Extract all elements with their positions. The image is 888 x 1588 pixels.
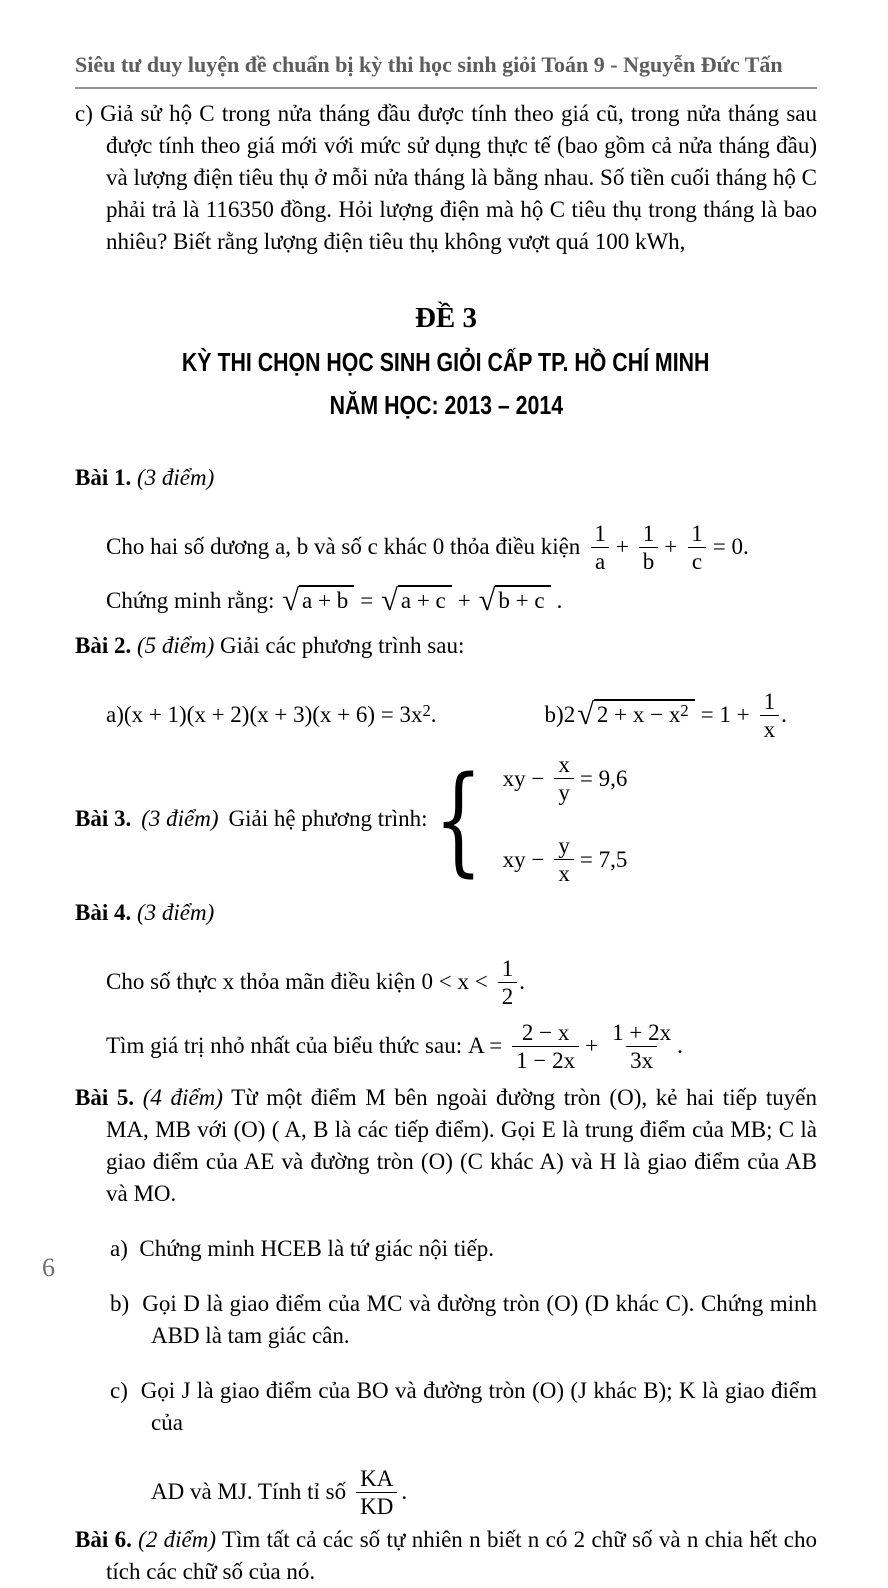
bai2-points: (5 điểm) xyxy=(136,633,215,658)
page-number: 6 xyxy=(42,1253,55,1282)
bai5-paragraph xyxy=(75,1082,817,1210)
fraction-2mx-1m2x: $\frac{2 - x}{1 - 2x}$ xyxy=(512,1019,579,1074)
bai6-text: Tìm tất cả các số tự nhiên n biết n có 2 chữ số và n chia hết cho tích các chữ số của nó. xyxy=(106,1527,818,1584)
bai2-eq-a: $a)(x + 1)(x + 2)(x + 3)(x + 6) = 3x^2$. xyxy=(106,701,437,727)
bai3-intro: Giải hệ phương trình: xyxy=(228,806,428,831)
bai2-eq-b-mid: = 1 + xyxy=(700,702,750,727)
equals-zero: = 0. xyxy=(712,534,749,559)
system-eq-1: xy − $\frac{x}{y}$ = 9,6 xyxy=(502,752,628,805)
bai3-points: (3 điểm) xyxy=(141,806,219,831)
bai4-inequality: 0 < x < xyxy=(421,969,488,994)
fraction-y-x: $\frac{y}{x}$ xyxy=(554,832,574,887)
fraction-KA-KD: $\frac{KA}{KD}$ xyxy=(356,1465,397,1520)
bai4-line2-text: Tìm giá trị nhỏ nhất của biểu thức sau: xyxy=(106,1033,463,1058)
exam-number-title: ĐỀ 3 xyxy=(414,302,478,334)
bai5-item-c: c) Gọi J là giao điểm của BO và đường tròn (O) (J khác B); K là giao điểm của xyxy=(110,1378,817,1435)
bai3-line xyxy=(75,751,817,887)
period: . xyxy=(677,1033,683,1058)
bai1-points: (3 điểm) xyxy=(136,465,215,490)
fraction-1-x: $\frac{1}{x}$ xyxy=(760,688,780,743)
bai1-intro: Cho hai số dương a, b và số c khác 0 thỏa điều kiện xyxy=(106,534,581,559)
bai4-line1-text: Cho số thực x thỏa mãn điều kiện xyxy=(106,969,416,994)
school-year-text: NĂM HỌC: 2013 – 2014 xyxy=(329,390,563,420)
fraction-1p2x-3x: $\frac{1 + 2x}{3x}$ xyxy=(612,1019,672,1073)
bai6-paragraph xyxy=(75,1524,817,1588)
bai2-intro: Giải các phương trình sau: xyxy=(220,633,465,658)
period: . xyxy=(519,969,525,994)
bai4-points: (3 điểm) xyxy=(136,900,215,925)
bai5-text: Từ một điểm M bên ngoài đường tròn (O), kẻ hai tiếp tuyến MA, MB với (O) ( A, B là các tiếp điểm). Gọi E là trung điểm của MB; C là giao điểm của AE và đường tròn (O) (C khác A) và H là giao điểm của AB và MO. xyxy=(106,1085,818,1206)
sqrt-b-plus-c: √ b + c xyxy=(479,585,551,617)
bai4-label-line xyxy=(75,897,817,929)
plus-sign: + xyxy=(585,1033,599,1058)
bai4-A-equals: A = xyxy=(468,1033,503,1058)
bai5-item-b: b) Gọi D là giao điểm của MC và đường tròn (O) (D khác C). Chứng minh ABD là tam giác cân. xyxy=(110,1291,818,1348)
system-eq-2: xy − $\frac{y}{x}$ = 7,5 xyxy=(502,833,628,886)
exam-name-text: KỲ THI CHỌN HỌC SINH GIỎI CẤP TP. HỒ CHÍ MINH xyxy=(182,347,710,377)
bai4-condition-line xyxy=(106,952,817,1012)
exam-name-title xyxy=(75,347,817,377)
bai1-prove-line xyxy=(106,585,817,617)
period: . xyxy=(781,702,787,727)
running-header: Siêu tư duy luyện đề chuẩn bị kỳ thi học sinh giỏi Toán 9 - Nguyễn Đức Tấn xyxy=(75,50,817,89)
period: . xyxy=(401,1479,408,1504)
fraction-1-a: $\frac{1}{a}$ xyxy=(590,520,610,575)
bai2-eq-b-prefix: b)2 xyxy=(544,702,576,727)
bai5-points: (4 điểm) xyxy=(142,1085,223,1110)
bai1-prove-label: Chứng minh rằng: xyxy=(106,588,275,613)
fraction-1-c: $\frac{1}{c}$ xyxy=(687,520,707,575)
equals-sign: = xyxy=(360,588,374,613)
problem-part-c xyxy=(75,98,817,258)
bai1-condition-line xyxy=(106,517,817,577)
bai1-label: Bài 1. xyxy=(75,465,132,490)
bai1-label-line xyxy=(75,462,817,494)
bai4-expression-line xyxy=(106,1016,817,1076)
bai3-label: Bài 3. xyxy=(75,806,132,831)
exponent-2: 2 xyxy=(680,701,689,721)
sqrt-a-plus-c: √ a + c xyxy=(381,585,452,617)
fraction-1-b: $\frac{1}{b}$ xyxy=(639,520,659,575)
bai2-label: Bài 2. xyxy=(75,633,132,658)
period: . xyxy=(556,588,563,613)
plus-sign: + xyxy=(615,534,629,559)
item-marker-c: c) xyxy=(75,101,93,126)
bai2-label-line xyxy=(75,630,817,662)
equation-system xyxy=(434,751,634,887)
bai6-points: (2 điểm) xyxy=(138,1527,217,1552)
sqrt-a-plus-b: √ a + b xyxy=(282,585,354,617)
sqrt-quadratic: √ $2 + x - x^2$ xyxy=(577,699,694,731)
school-year-title xyxy=(75,390,817,420)
exponent-2: 2 xyxy=(422,701,431,720)
fraction-1-2: $\frac{1}{2}$ xyxy=(498,955,518,1010)
bai4-label: Bài 4. xyxy=(75,900,132,925)
bai5-label: Bài 5. xyxy=(75,1085,135,1110)
fraction-x-y: $\frac{x}{y}$ xyxy=(554,751,574,806)
bai5-c-cont-text: AD và MJ. Tính tỉ số xyxy=(151,1479,347,1504)
plus-sign: + xyxy=(664,534,678,559)
bai5-item-a: a) Chứng minh HCEB là tứ giác nội tiếp. xyxy=(110,1236,494,1261)
problem-part-c-text: Giả sử hộ C trong nửa tháng đầu được tính theo giá cũ, trong nửa tháng sau được tính theo giá mới với mức sử dụng thực tế (bao gồm cả nửa tháng đầu) và lượng điện tiêu thụ ở mỗi nửa tháng là bằng nhau. Số tiền cuối tháng hộ C phải trả là 116350 đồng. Hỏi lượng điện mà hộ C tiêu thụ trong tháng là bao nhiêu? Biết rằng lượng điện tiêu thụ không vượt quá 100 kWh, xyxy=(100,101,817,254)
system-brace: { xyxy=(433,750,483,888)
bai5-item-c-continuation xyxy=(151,1462,817,1522)
plus-sign: + xyxy=(457,588,471,613)
bai6-label: Bài 6. xyxy=(75,1527,132,1552)
bai2-equations-line xyxy=(106,685,817,745)
